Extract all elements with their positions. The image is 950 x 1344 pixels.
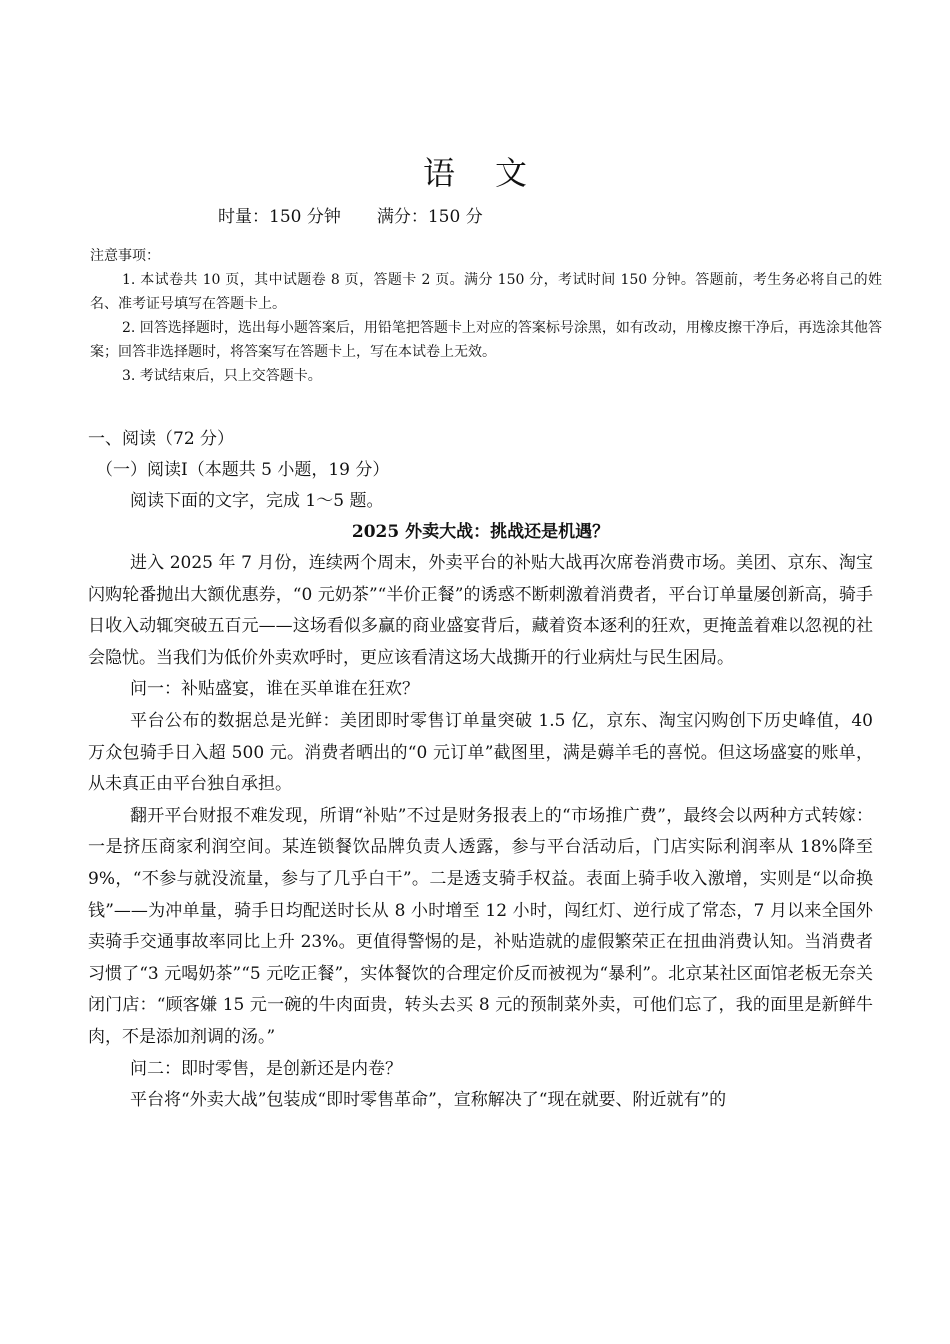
notice-item-1: 1. 本试卷共 10 页，其中试题卷 8 页，答题卡 2 页。满分 150 分，考试时间 150 分钟。答题前，考生务必将自己的姓名、准考证号填写在答题卡上。 [90,272,882,312]
article-paragraph: 平台将“外卖大战”包装成“即时零售革命”，宣称解决了“现在就要、附近就有”的 [130,1090,727,1111]
article-question-heading: 问二：即时零售，是创新还是内卷？ [130,1058,402,1079]
section-heading: 一、阅读（72 分） [88,429,235,449]
article-paragraph: 进入 2025 年 7 月份，连续两个周末，外卖平台的补贴大战再次席卷消费市场。美团、京东、淘宝闪购轮番抛出大额优惠券，“0 元奶茶”“半价正餐”的诱惑不断刺激着消费者，平台订单量屡创新高，骑手日收入动辄突破五百元——这场看似多赢的商业盛宴背后，藏着资本逐利的狂欢，更掩盖着难以忽视的社会隐忧。当我们为低价外卖欢呼时，更应该看清这场大战撕开的行业病灶与民生困局。 [88,553,873,668]
exam-score: 满分：150 分 [376,207,483,227]
notice-item-3: 3. 考试结束后，只上交答题卡。 [122,368,322,384]
notice-item-2: 2. 回答选择题时，选出每小题答案后，用铅笔把答题卡上对应的答案标号涂黑，如有改动，用橡皮擦干净后，再选涂其他答案；回答非选择题时，将答案写在答题卡上，写在本试卷上无效。 [90,320,882,360]
exam-time: 时量：150 分钟 [218,207,341,227]
notice-heading: 注意事项： [90,248,160,264]
notice-section [90,244,882,388]
article-paragraph: 翻开平台财报不难发现，所谓“补贴”不过是财务报表上的“市场推广费”，最终会以两种方式转嫁：一是挤压商家利润空间。某连锁餐饮品牌负责人透露，参与平台活动后，门店实际利润率从 18%降至 9%，“不参与就没流量，参与了几乎白干”。二是透支骑手权益。表面上骑手收入激增，实则是“以命换钱”——为冲单量，骑手日均配送时长从 8 小时增至 12 小时，闯红灯、逆行成了常态，7 月以来全国外卖骑手交通事故率同比上升 23%。更值得警惕的是，补贴造就的虚假繁荣正在扭曲消费认知。当消费者习惯了“3 元喝奶茶”“5 元吃正餐”，实体餐饮的合理定价反而被视为“暴利”。北京某社区面馆老板无奈关闭门店：“顾客嫌 15 元一碗的牛肉面贵，转头去买 8 元的预制菜外卖，可他们忘了，我的面里是新鲜牛肉，不是添加剂调的汤。” [88,805,873,1047]
exam-meta [218,202,483,227]
page-title: 语文 [422,154,567,192]
reading-instruction: 阅读下面的文字，完成 1～5 题。 [130,491,384,511]
article-paragraph: 平台公布的数据总是光鲜：美团即时零售订单量突破 1.5 亿，京东、淘宝闪购创下历史峰值，40 万众包骑手日入超 500 元。消费者晒出的“0 元订单”截图里，满是薅羊毛的喜悦。但这场盛宴的账单，从未真正由平台独自承担。 [88,710,873,795]
reading-section [88,424,873,1117]
article-title: 2025 外卖大战：挑战还是机遇？ [351,522,610,542]
article-question-heading: 问一：补贴盛宴，谁在买单谁在狂欢？ [130,679,419,700]
subsection-heading: （一）阅读Ⅰ（本题共 5 小题，19 分） [96,460,390,480]
